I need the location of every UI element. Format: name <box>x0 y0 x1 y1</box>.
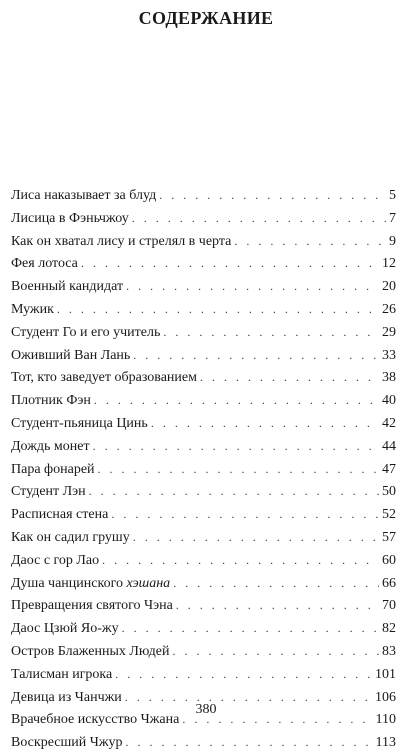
toc-entry-title <box>11 459 95 482</box>
toc-entry-title-text: Мужик <box>11 301 54 317</box>
dot-leader <box>172 640 379 663</box>
toc-entry-title <box>11 504 108 527</box>
dot-leader <box>163 321 379 344</box>
toc-entry <box>11 594 396 617</box>
toc-entry-title-text: Остров Блаженных Людей <box>11 643 170 659</box>
toc-entry-title <box>11 231 231 254</box>
toc-entry-title-text: Фея лотоса <box>11 256 78 272</box>
toc-entry-title-text: Плотник Фэн <box>11 393 91 409</box>
toc-entry <box>11 298 396 321</box>
toc-entry-page: 29 <box>382 324 396 340</box>
toc-entry <box>11 412 396 435</box>
toc-entry <box>11 617 396 640</box>
toc-entry-page: 9 <box>389 233 396 249</box>
toc-entry-page: 7 <box>389 210 396 226</box>
toc-entry-title <box>11 641 169 664</box>
dot-leader <box>133 526 379 549</box>
dot-leader <box>57 298 379 321</box>
dot-leader <box>115 663 372 686</box>
dot-leader <box>122 617 379 640</box>
dot-leader <box>126 275 379 298</box>
toc-entry-title-text: Оживший Ван Лань <box>11 347 131 363</box>
toc-entry-title <box>11 322 160 345</box>
dot-leader <box>159 184 386 207</box>
toc-entry-title <box>11 664 112 687</box>
toc-entry <box>11 207 396 230</box>
toc-entry-page: 12 <box>382 256 396 272</box>
toc-entry <box>11 640 396 663</box>
toc-entry <box>11 321 396 344</box>
toc-entry <box>11 366 396 389</box>
page-title: СОДЕРЖАНИЕ <box>138 8 274 28</box>
toc-entry-page: 82 <box>382 621 396 637</box>
toc-entry-page: 50 <box>382 484 396 500</box>
toc-entry-page: 101 <box>375 666 396 682</box>
toc-entry <box>11 572 396 595</box>
toc-entry-title-text: Студент Го и его учитель <box>11 324 161 340</box>
toc-entry-title-text: Расписная стена <box>11 507 109 523</box>
dot-leader <box>102 549 379 572</box>
dot-leader <box>151 412 379 435</box>
toc-entry <box>11 663 396 686</box>
toc-entry-title-text: Девица из Чанчжи <box>11 689 122 705</box>
dot-leader <box>173 572 379 595</box>
dot-leader <box>234 230 386 253</box>
dot-leader <box>200 366 379 389</box>
dot-leader <box>93 435 379 458</box>
toc-entry-title-text: Дождь монет <box>11 438 90 454</box>
toc-entry-page: 26 <box>382 301 396 317</box>
toc-entry-title <box>11 390 91 413</box>
toc-entry-page: 44 <box>382 438 396 454</box>
toc-entry <box>11 344 396 367</box>
toc-entry-title-text: Студент-пьяница Цинь <box>11 415 148 431</box>
dot-leader <box>98 458 379 481</box>
toc-entry <box>11 435 396 458</box>
toc-entry-title-text: Талисман игрока <box>11 666 113 682</box>
toc-entry-page: 47 <box>382 461 396 477</box>
toc-entry-page: 106 <box>375 689 396 705</box>
toc-entry-title <box>11 573 170 596</box>
toc-entry-title-text: Лиса наказывает за блуд <box>11 188 157 203</box>
toc-entry-title-italic: хэшана <box>126 575 171 591</box>
toc-entry-title <box>11 413 148 436</box>
toc-entry-page: 20 <box>382 279 396 295</box>
toc-entry-title-text: Пара фонарей <box>11 461 95 477</box>
toc-entry-title <box>11 208 129 231</box>
toc-entry-page: 38 <box>382 370 396 386</box>
toc-entry-page: 83 <box>382 643 396 659</box>
page-number: 380 <box>195 702 217 717</box>
dot-leader <box>126 731 373 754</box>
toc-entry-title <box>11 367 197 390</box>
toc-entry-title <box>11 527 130 550</box>
toc-entry <box>11 731 396 754</box>
dot-leader <box>89 480 379 503</box>
toc-entry-page: 5 <box>389 188 396 203</box>
dot-leader <box>94 389 379 412</box>
toc-entry <box>11 503 396 526</box>
toc-entry-title <box>11 550 99 573</box>
toc-entry-title-text: Как он садил грушу <box>11 529 130 545</box>
toc-entry-title-text: Воскресший Чжур <box>11 735 123 751</box>
dot-leader <box>133 344 379 367</box>
toc-entry <box>11 526 396 549</box>
table-of-contents <box>11 184 396 754</box>
toc-entry-title-text: Превращения святого Чэна <box>11 598 173 614</box>
toc-entry-title <box>11 276 123 299</box>
toc-entry <box>11 275 396 298</box>
toc-entry-title <box>11 732 123 755</box>
dot-leader <box>132 207 386 230</box>
toc-entry-title-text: Душа чанцинского <box>11 575 123 591</box>
toc-entry-title-text: Даос Цзюй Яо-жу <box>11 621 119 637</box>
toc-entry-page: 57 <box>382 529 396 545</box>
toc-entry-title-text: Студент Лэн <box>11 484 86 500</box>
toc-entry-title <box>11 345 130 368</box>
toc-entry <box>11 549 396 572</box>
toc-entry-title-text: Даос с гор Лао <box>11 552 100 568</box>
toc-entry-title-text: Как он хватал лису и стрелял в черта <box>11 233 232 249</box>
toc-entry-title-text: Врачебное искусство Чжана <box>11 712 180 728</box>
toc-entry-page: 40 <box>382 393 396 409</box>
toc-entry-page: 113 <box>375 735 396 751</box>
toc-entry <box>11 230 396 253</box>
toc-entry-title-text: Лисица в Фэньчжоу <box>11 210 129 226</box>
toc-entry-title <box>11 299 54 322</box>
toc-entry-title <box>11 618 119 641</box>
toc-entry-title <box>11 185 156 208</box>
toc-entry-title <box>11 595 173 618</box>
dot-leader <box>81 252 379 275</box>
toc-entry-page: 42 <box>382 415 396 431</box>
toc-entry-page: 52 <box>382 507 396 523</box>
toc-entry <box>11 389 396 412</box>
toc-entry-page: 33 <box>382 347 396 363</box>
toc-entry-page: 70 <box>382 598 396 614</box>
toc-entry-title-text: Военный кандидат <box>11 279 124 295</box>
toc-entry-title <box>11 436 90 459</box>
toc-entry-title <box>11 253 78 276</box>
toc-entry-title <box>11 481 86 504</box>
toc-entry <box>11 252 396 275</box>
toc-entry <box>11 184 396 207</box>
dot-leader <box>176 594 379 617</box>
toc-entry-page: 66 <box>382 575 396 591</box>
toc-entry-title-text: Тот, кто заведует образованием <box>11 370 197 386</box>
toc-entry-page: 110 <box>375 712 396 728</box>
toc-entry <box>11 480 396 503</box>
dot-leader <box>111 503 379 526</box>
toc-entry-page: 60 <box>382 552 396 568</box>
toc-entry <box>11 458 396 481</box>
